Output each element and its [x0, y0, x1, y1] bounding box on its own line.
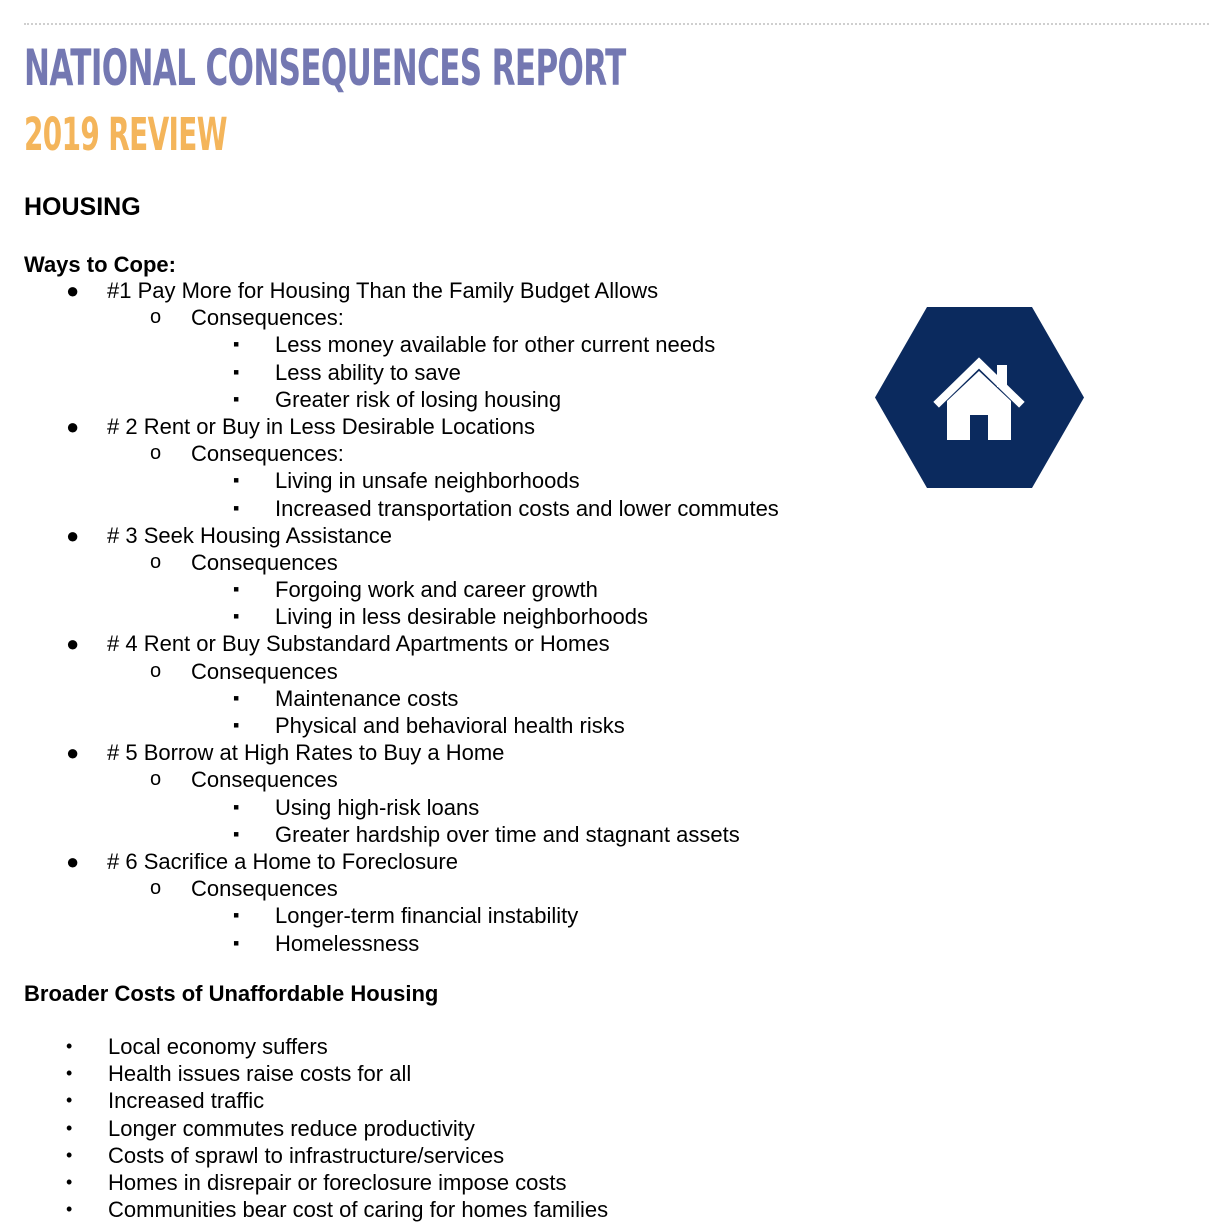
broader-cost-text: Health issues raise costs for all	[108, 1061, 412, 1087]
cope-item-title: # 2 Rent or Buy in Less Desirable Locations	[107, 413, 536, 439]
bullet-square-icon: ▪	[233, 687, 240, 708]
bullet-square-icon: ▪	[233, 470, 240, 491]
consequence-text: Increased transportation costs and lower commutes	[275, 495, 779, 521]
bullet-circle-icon: o	[150, 659, 162, 682]
consequence-text: Forgoing work and career growth	[275, 577, 598, 603]
house-icon	[875, 307, 1084, 488]
consequences-label: Consequences	[191, 876, 338, 902]
bullet-disc-icon: ●	[66, 740, 80, 766]
consequence-text: Living in unsafe neighborhoods	[275, 468, 580, 494]
consequence-text: Less ability to save	[275, 359, 461, 385]
cope-item-title: # 3 Seek Housing Assistance	[107, 522, 392, 548]
broader-cost-text: Communities bear cost of caring for homes families	[108, 1197, 609, 1223]
broader-cost-text: Increased traffic	[108, 1088, 265, 1114]
consequences-label: Consequences	[191, 658, 338, 684]
consequences-label: Consequences	[191, 549, 338, 575]
cope-item-title: # 4 Rent or Buy Substandard Apartments or Homes	[107, 631, 610, 657]
bullet-square-icon: ▪	[233, 579, 240, 600]
bullet-square-icon: ▪	[233, 334, 240, 355]
house-chimney	[997, 365, 1007, 387]
bullet-circle-icon: o	[150, 877, 162, 900]
bullet-disc-icon: ●	[66, 631, 80, 657]
cope-item-title: # 5 Borrow at High Rates to Buy a Home	[107, 740, 505, 766]
report-title: NATIONAL CONSEQUENCES REPORT	[24, 39, 626, 97]
consequence-text: Less money available for other current needs	[275, 332, 716, 358]
bullet-disc-icon: ●	[66, 413, 80, 439]
consequence-text: Greater risk of losing housing	[275, 386, 562, 412]
bullet-dot-icon: •	[66, 1199, 73, 1220]
consequence-text: Longer-term financial instability	[275, 903, 579, 929]
broader-cost-text: Costs of sprawl to infrastructure/services	[108, 1142, 505, 1168]
consequences-label: Consequences:	[191, 441, 344, 467]
section-heading: HOUSING	[24, 193, 141, 221]
bullet-square-icon: ▪	[233, 388, 240, 409]
bullet-circle-icon: o	[150, 306, 162, 329]
consequence-text: Maintenance costs	[275, 685, 459, 711]
bullet-square-icon: ▪	[233, 932, 240, 953]
bullet-square-icon: ▪	[233, 905, 240, 926]
bullet-dot-icon: •	[66, 1090, 73, 1111]
top-dotted-divider	[24, 23, 1209, 25]
consequence-text: Living in less desirable neighborhoods	[275, 604, 649, 630]
bullet-dot-icon: •	[66, 1117, 73, 1138]
cope-item-title: # 6 Sacrifice a Home to Foreclosure	[107, 848, 458, 874]
bullet-square-icon: ▪	[233, 497, 240, 518]
bullet-dot-icon: •	[66, 1036, 73, 1056]
broader-cost-text: Homes in disrepair or foreclosure impose costs	[108, 1169, 567, 1195]
ways-to-cope-label: Ways to Cope:	[24, 252, 176, 277]
bullet-circle-icon: o	[150, 550, 162, 573]
broader-cost-text: Longer commutes reduce productivity	[108, 1115, 475, 1141]
bullet-square-icon: ▪	[233, 606, 240, 627]
consequence-text: Greater hardship over time and stagnant assets	[275, 821, 740, 847]
bullet-square-icon: ▪	[233, 715, 240, 735]
consequence-text: Homelessness	[275, 930, 420, 956]
bullet-disc-icon: ●	[66, 522, 80, 548]
bullet-square-icon: ▪	[233, 796, 240, 817]
consequence-text: Physical and behavioral health risks	[275, 713, 625, 738]
bullet-dot-icon: •	[66, 1063, 73, 1084]
consequences-label: Consequences	[191, 767, 338, 793]
broader-cost-text: Local economy suffers	[108, 1034, 328, 1059]
bullet-dot-icon: •	[66, 1171, 73, 1192]
bullet-disc-icon: ●	[66, 848, 80, 874]
bullet-circle-icon: o	[150, 768, 162, 791]
bullet-dot-icon: •	[66, 1144, 73, 1165]
consequence-text: Using high-risk loans	[275, 794, 480, 820]
bullet-square-icon: ▪	[233, 361, 240, 382]
cope-item-title: #1 Pay More for Housing Than the Family Budget Allows	[107, 278, 659, 303]
consequences-label: Consequences:	[191, 305, 344, 331]
report-subtitle: 2019 REVIEW	[24, 108, 227, 161]
bullet-disc-icon: ●	[66, 278, 80, 303]
broader-costs-label: Broader Costs of Unaffordable Housing	[24, 981, 439, 1006]
bullet-square-icon: ▪	[233, 823, 240, 844]
bullet-circle-icon: o	[150, 442, 162, 465]
